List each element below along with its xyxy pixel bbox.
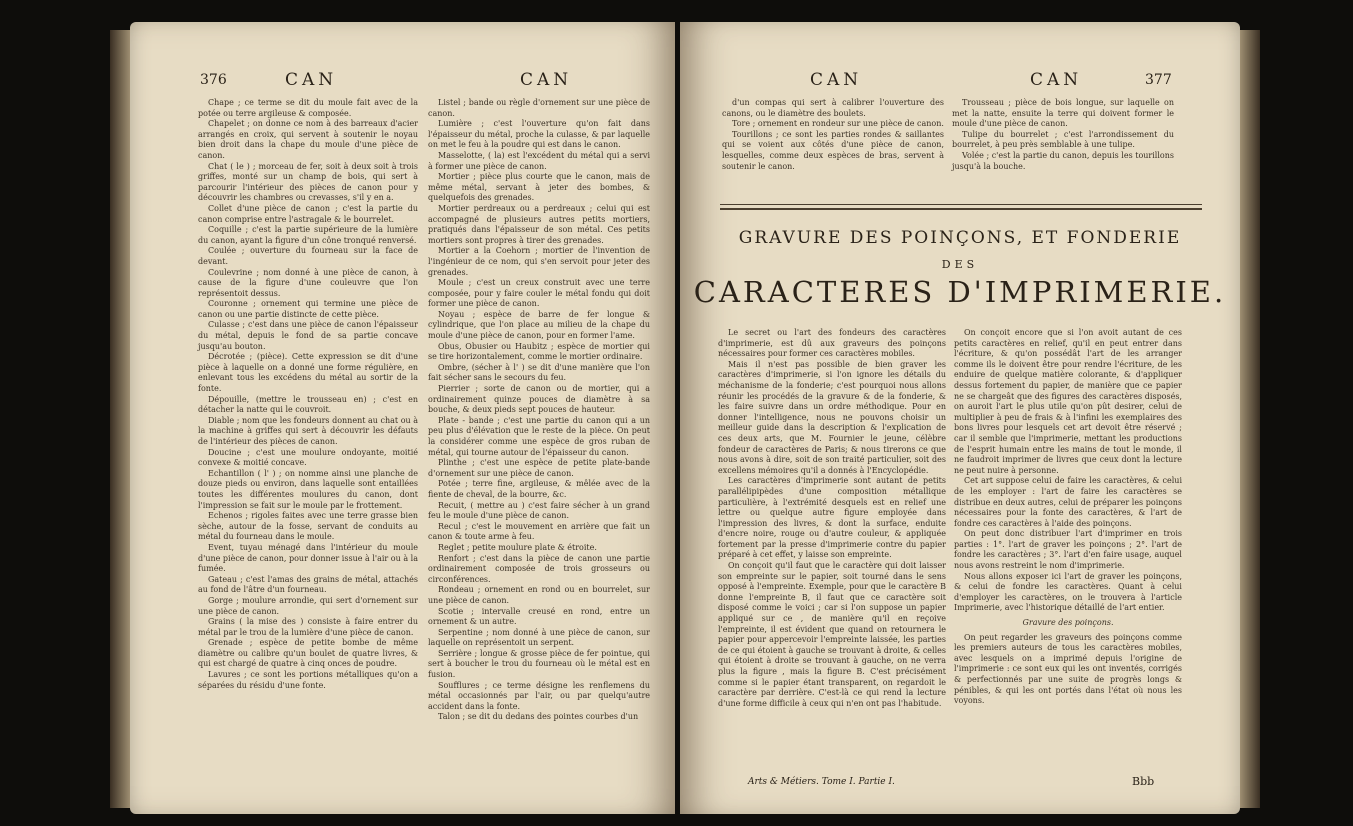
paragraph: Renfort ; c'est dans la pièce de canon une partie ordinairement composée de trois grosseurs ou circonférences.: [428, 553, 650, 584]
paragraph: Les caractères d'imprimerie sont autant de petits parallélipipèdes d'une composition métallique particulière, à l'extrémité desquels est en relief une lettre ou quelque autre figure employée dans l'impression des livres, & dont la surface, enduite d'encre noire, rouge ou d'autre couleur, & appliquée fortement par la presse d'imprimerie contre du papier préparé à cet effet, y laisse son empreinte.: [718, 476, 946, 560]
paragraph: Tore ; ornement en rondeur sur une pièce de canon.: [732, 119, 944, 129]
paragraph: Tulipe du bourrelet ; c'est l'arrondissement du bourrelet, à peu près semblable à une tulipe.: [952, 129, 1174, 150]
running-head: CAN: [1030, 70, 1083, 90]
signature-mark: Bbb: [1132, 775, 1155, 788]
paragraph: Soufflures ; ce terme désigne les renflemens du métal occasionnés par l'air, ou par quelqu'autre accident dans la fonte.: [428, 680, 650, 711]
paragraph: On conçoit encore que si l'on avoit autant de ces petits caractères en relief, qu'il en peut entrer dans l'écriture, & qu'on possédât l'art de les arranger comme ils le doivent être pour rendre l'écriture, de les enduire de quelque matière colorante, & d'appliquer dessus fortement du papier, de manière que ce papier ne se chargeât que des figures des caractères disposés, on auroit l'art le plus utile qu'on pût desirer, celui de multiplier à peu de frais & à l'infini les exemplaires des bons livres pour lesquels cet art devoit être réservé ; car il semble que l'imprimerie, mettant les productions de l'esprit humain entre les mains de tout le monde, il ne faudroit imprimer de livres que ceux dont la lecture ne peut nuire à personne.: [954, 328, 1182, 475]
running-head: CAN: [810, 70, 863, 90]
paragraph: Recul ; c'est le mouvement en arrière que fait un canon & toute arme à feu.: [428, 521, 650, 542]
paragraph: Rondeau ; ornement en rond ou en bourrelet, sur une pièce de canon.: [428, 585, 650, 605]
paragraph: Serrière ; longue & grosse pièce de fer pointue, qui sert à boucher le trou du fourneau où le métal est en fusion.: [428, 648, 650, 680]
paragraph: Ombre, (sécher à l' ) se dit d'une manière que l'on fait sécher sans le secours du feu.: [428, 362, 650, 383]
paragraph: Gravure des poinçons.: [1022, 618, 1114, 628]
paragraph: On peut donc distribuer l'art d'imprimer en trois parties : 1°. l'art de graver les poinçons ; 2°. l'art de fondre les caractères ; 3°. l'art d'en faire usage, auquel nous avons restreint le nom d'imprimerie.: [954, 529, 1182, 571]
paragraph: Grains ( la mise des ) consiste à faire entrer du métal par le trou de la lumière d'une pièce de canon.: [198, 617, 418, 637]
left-column-2: [428, 98, 650, 723]
right-page: [680, 22, 1240, 814]
paragraph: Gateau ; c'est l'amas des grains de métal, attachés au fond de l'âtre d'un fourneau.: [198, 574, 418, 595]
paragraph: Listel ; bande ou règle d'ornement sur une pièce de canon.: [428, 98, 650, 118]
paragraph: Mortier ; pièce plus courte que le canon, mais de même métal, servant à jeter des bombes, & quelquefois des grenades.: [428, 172, 650, 203]
section-title-line-3: CARACTERES D'IMPRIMERIE.: [693, 275, 1227, 309]
paragraph: Serpentine ; nom donné à une pièce de canon, sur laquelle on représentoit un serpent.: [428, 627, 650, 648]
paragraph: Plinthe ; c'est une espèce de petite plate-bande d'ornement sur une pièce de canon.: [428, 458, 650, 478]
left-column-1: [198, 98, 418, 691]
paragraph: Obus, Obusier ou Haubitz ; espèce de mortier qui se tire horizontalement, comme le mortier ordinaire.: [428, 341, 650, 362]
paragraph: Lavures ; ce sont les portions métalliques qu'on a séparées du résidu d'une fonte.: [198, 670, 418, 690]
right-top-column-2: [952, 98, 1174, 172]
paragraph: Gorge ; moulure arrondie, qui sert d'ornement sur une pièce de canon.: [198, 595, 418, 616]
paragraph: Trousseau ; pièce de bois longue, sur laquelle on met la natte, ensuite la terre qui doivent former le moule d'une pièce de canon.: [952, 98, 1174, 129]
footer-imprint: Arts & Métiers. Tome I. Partie I.: [748, 777, 895, 787]
section-title-line-1: GRAVURE DES POINÇONS, ET FONDERIE: [738, 228, 1182, 248]
paragraph: Chat ( le ) ; morceau de fer, soit à deux soit à trois griffes, monté sur un champ de bois, qui sert à parcourir l'intérieur des pièces de canon pour y découvrir les chambres ou crevasses, s'il y en a.: [198, 161, 418, 203]
paragraph: On peut regarder les graveurs des poinçons comme les premiers auteurs de tous les caractères mobiles, avec lesquels on a imprimé depuis l'origine de l'imprimerie : ce sont eux qui les ont inventés, corrigés & perfectionnés par une suite de progrès longs & pénibles, & qui les ont portés dans l'état où nous les voyons.: [954, 632, 1182, 706]
page-number: 376: [200, 72, 227, 88]
paragraph: Echenos ; rigoles faites avec une terre grasse bien sèche, autour de la fosse, servant de conduits au métal du fourneau dans le moule.: [198, 511, 418, 542]
paragraph: Collet d'une pièce de canon ; c'est la partie du canon comprise entre l'astragale & le bourrelet.: [198, 203, 418, 224]
right-top-column-1: [722, 98, 944, 172]
right-body-column-1: [718, 328, 946, 709]
paragraph: Grenade ; espèce de petite bombe de même diamètre ou calibre qu'un boulet de quatre livres, & qui est chargé de quatre à cinq onces de poudre.: [198, 638, 418, 669]
right-body-column-2: [954, 328, 1182, 707]
section-rule: [720, 204, 1202, 210]
paragraph: Noyau ; espèce de barre de fer longue & cylindrique, que l'on place au milieu de la chape du moule d'une pièce de canon, pour en former l'ame.: [428, 309, 650, 341]
paragraph: Plate - bande ; c'est une partie du canon qui a un peu plus d'élévation que le reste de la pièce. On peut la considérer comme une espèce de gros ruban de métal, qui tourne autour de l'épaisseur du canon.: [428, 415, 650, 457]
paragraph: Mais il n'est pas possible de bien graver les caractères d'imprimerie, si l'on ignore les détails du méchanisme de la fonderie; c'est pourquoi nous allons réunir les procédés de la gravure & de la fonderie, & les faire suivre dans un ordre méthodique. Pour en donner l'intelligence, nous ne pouvons choisir un meilleur guide dans la description & l'explication de ces deux arts, que M. Fournier le jeune, célèbre fondeur de caractères de Paris; & nous tirerons ce que nous avons à dire, soit de son traité particulier, soit des excellens mémoires qu'il a donnés à l'Encyclopédie.: [718, 359, 946, 475]
paragraph: Couronne ; ornement qui termine une pièce de canon ou une partie distincte de cette pièce.: [198, 299, 418, 319]
paragraph: Dépouille, (mettre le trousseau en) ; c'est en détacher la natte qui le couvroit.: [198, 394, 418, 415]
paragraph: Chapelet ; on donne ce nom à des barreaux d'acier arrangés en croix, qui servent à soutenir le noyau bien droit dans la chape du moule d'une pièce de canon.: [198, 119, 418, 160]
paragraph: Cet art suppose celui de faire les caractères, & celui de les employer : l'art de faire les caractères se distribue en deux autres, celui de préparer les poinçons nécessaires pour la fonte des caractères, & l'art de fondre ces caractères à l'aide des poinçons.: [954, 476, 1182, 528]
paragraph: d'un compas qui sert à calibrer l'ouverture des canons, ou le diamètre des boulets.: [722, 98, 944, 118]
page-number: 377: [1145, 72, 1172, 88]
paragraph: Doucine ; c'est une moulure ondoyante, moitié convexe & moitié concave.: [198, 447, 418, 468]
paragraph: Coulée ; ouverture du fourneau sur la face de devant.: [198, 246, 418, 266]
paragraph: Tourillons ; ce sont les parties rondes & saillantes qui se voient aux côtés d'une pièce de canon, lesquelles, comme deux espèces de bras, servent à soutenir le canon.: [722, 129, 944, 171]
paragraph: Pierrier ; sorte de canon ou de mortier, qui a ordinairement quinze pouces de diamètre à sa bouche, & deux pieds sept pouces de hauteur.: [428, 384, 650, 415]
paragraph: Recuit, ( mettre au ) c'est faire sécher à un grand feu le moule d'une pièce de canon.: [428, 500, 650, 521]
paragraph: Lumière ; c'est l'ouverture qu'on fait dans l'épaisseur du métal, proche la culasse, & par laquelle on met le feu à la poudre qui est dans le canon.: [428, 119, 650, 150]
paragraph: Echantillon ( l' ) ; on nomme ainsi une planche de douze pieds ou environ, dans laquelle sont entaillées toutes les différentes moulures du canon, dont l'impression se fait sur le moule par le frottement.: [198, 468, 418, 510]
paragraph: Talon ; se dit du dedans des pointes courbes d'un: [438, 712, 639, 722]
paragraph: Volée ; c'est la partie du canon, depuis les tourillons jusqu'à la bouche.: [952, 150, 1174, 171]
paragraph: Potée ; terre fine, argileuse, & mêlée avec de la fiente de cheval, de la bourre, &c.: [428, 479, 650, 499]
paragraph: Reglet ; petite moulure plate & étroite.: [438, 542, 597, 552]
paragraph: Chape ; ce terme se dit du moule fait avec de la potée ou terre argileuse & composée.: [198, 98, 418, 118]
paragraph: Masselotte, ( la) est l'excédent du métal qui a servi à former une pièce de canon.: [428, 150, 650, 171]
paragraph: Scotie ; intervalle creusé en rond, entre un ornement & un autre.: [428, 606, 650, 627]
running-head: CAN: [285, 70, 338, 90]
paragraph: Le secret ou l'art des fondeurs des caractères d'imprimerie, est dû aux graveurs des poinçons nécessaires pour former ces caractères mobiles.: [718, 328, 946, 359]
paragraph: Décrotée ; (pièce). Cette expression se dit d'une pièce à laquelle on a donné une forme régulière, en enlevant tous les excédens du métal au sortir de la fonte.: [198, 352, 418, 394]
paragraph: Coquille ; c'est la partie supérieure de la lumière du canon, ayant la figure d'un cône tronqué renversé.: [198, 225, 418, 245]
paragraph: Moule ; c'est un creux construit avec une terre composée, pour y faire couler le métal fondu qui doit former une pièce de canon.: [428, 278, 650, 309]
right-page-edges: [1238, 30, 1260, 808]
left-page-edges: [110, 30, 132, 808]
paragraph: Nous allons exposer ici l'art de graver les poinçons, & celui de fondre les caractères. Quant à celui d'employer les caractères, on le trouvera à l'article Imprimerie, avec l'historique détaillé de l'art entier.: [954, 571, 1182, 613]
paragraph: Mortier perdreaux ou a perdreaux ; celui qui est accompagné de plusieurs autres petits mortiers, pratiqués dans l'épaisseur de son métal. Ces petits mortiers sont propres à tirer des grenades.: [428, 203, 650, 245]
paragraph: Coulevrine ; nom donné à une pièce de canon, à cause de la figure d'une couleuvre que l'on représentoit dessus.: [198, 267, 418, 298]
paragraph: Mortier a la Coehorn ; mortier de l'invention de l'ingénieur de ce nom, qui s'en servoit pour jeter des grenades.: [428, 246, 650, 277]
section-title-line-2: DES: [941, 258, 979, 271]
left-page: [130, 22, 675, 814]
paragraph: On conçoit qu'il faut que le caractère qui doit laisser son empreinte sur le papier, soit tourné dans le sens opposé à l'empreinte. Exemple, pour que le caractère B donne l'empreinte B, il faut que ce caractère soit disposé comme le voici ; car si l'on suppose un papier appliqué sur ce , de manière qu'il en reçoive l'empreinte, il est évident que quand on retournera le papier pour appercevoir l'empreinte laissée, les parties de ce qui étoient à gauche se trouvant à droite, & celles qui étoient à droite se trouvant à gauche, on ne verra plus la figure , mais la figure B. C'est précisément comme si le papier étant transparent, on regardoit le caractère par derrière. C'est-là ce qui rend la lecture d'une forme difficile à ceux qui n'en ont pas l'habitude.: [718, 561, 946, 708]
running-head: CAN: [520, 70, 573, 90]
paragraph: Event, tuyau ménagé dans l'intérieur du moule d'une pièce de canon, pour donner issue à l'air ou à la fumée.: [198, 542, 418, 574]
paragraph: Culasse ; c'est dans une pièce de canon l'épaisseur du métal, depuis le fond de sa partie concave jusqu'au bouton.: [198, 320, 418, 351]
paragraph: Diable ; nom que les fondeurs donnent au chat ou à la machine à griffes qui sert à découvrir les défauts de l'intérieur des pièces de canon.: [198, 415, 418, 446]
